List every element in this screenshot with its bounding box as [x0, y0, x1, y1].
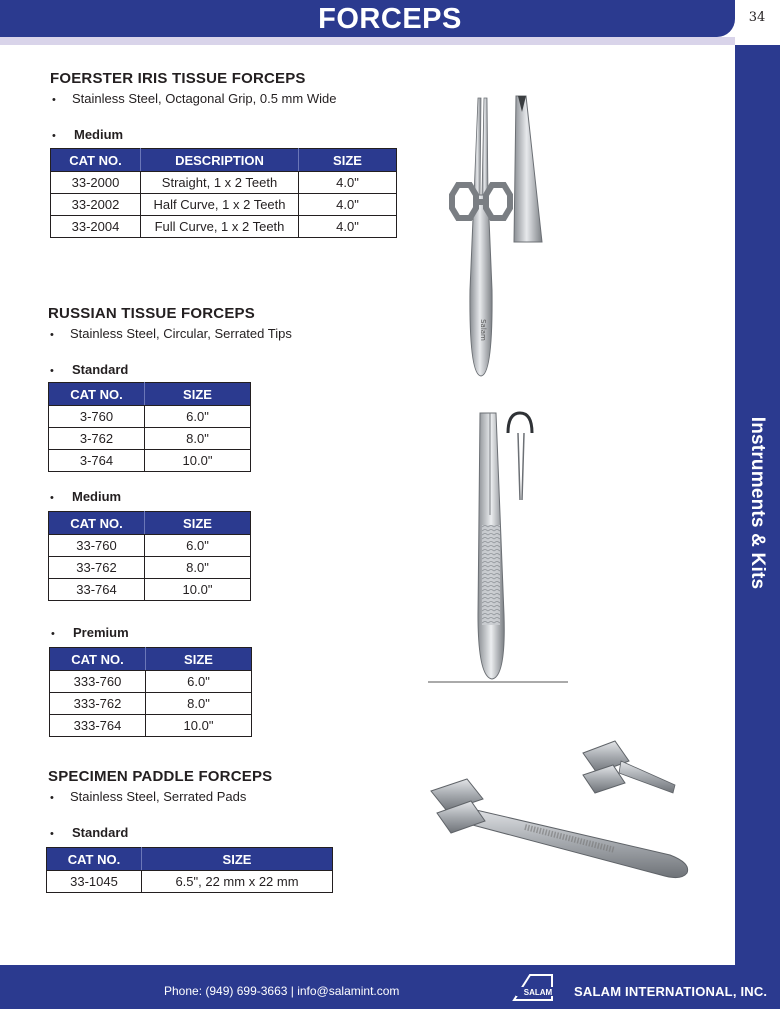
- cell-cat-no: 333-762: [50, 693, 146, 715]
- column-header: DESCRIPTION: [141, 149, 299, 172]
- paddle-forceps-image: [425, 735, 695, 885]
- cell-size: 4.0": [299, 216, 397, 238]
- table-row: [49, 428, 251, 450]
- table-row: [49, 579, 251, 601]
- column-header: SIZE: [146, 648, 252, 671]
- table-row: [50, 693, 252, 715]
- column-header: SIZE: [142, 848, 333, 871]
- salam-logo-icon: [512, 973, 564, 1001]
- table-row: [51, 172, 397, 194]
- russian-forceps-image: [428, 405, 568, 685]
- table-header-row: [47, 848, 333, 871]
- cell-size: 8.0": [145, 557, 251, 579]
- table-row: [49, 535, 251, 557]
- cell-cat-no: 33-2000: [51, 172, 141, 194]
- svg-text:SALAM: SALAM: [523, 988, 553, 997]
- cell-cat-no: 3-762: [49, 428, 145, 450]
- cell-cat-no: 333-760: [50, 671, 146, 693]
- page-title: FORCEPS: [318, 3, 462, 35]
- cell-cat-no: 3-764: [49, 450, 145, 472]
- cell-cat-no: 33-2004: [51, 216, 141, 238]
- cell-size: 10.0": [145, 450, 251, 472]
- table-russian-standard: [48, 382, 251, 472]
- cell-size: 4.0": [299, 194, 397, 216]
- table-row: [49, 406, 251, 428]
- table-row: [47, 871, 333, 893]
- group-label-russian-medium: • Medium: [50, 489, 122, 504]
- cell-cat-no: 33-760: [49, 535, 145, 557]
- group-label-russian-premium: • Premium: [51, 625, 129, 640]
- table-header-row: [50, 648, 252, 671]
- group-label-foerster-medium: • Medium: [52, 127, 124, 142]
- section-title-russian: RUSSIAN TISSUE FORCEPS: [48, 305, 255, 322]
- column-header: CAT NO.: [47, 848, 142, 871]
- cell-size: 10.0": [146, 715, 252, 737]
- section-title-specimen-paddle: SPECIMEN PADDLE FORCEPS: [48, 768, 273, 785]
- group-label-paddle-standard: • Standard: [50, 825, 129, 840]
- cell-cat-no: 33-2002: [51, 194, 141, 216]
- column-header: CAT NO.: [50, 648, 146, 671]
- cell-size: 6.0": [145, 406, 251, 428]
- column-header: SIZE: [145, 512, 251, 535]
- section-bullet-russian: • Stainless Steel, Circular, Serrated Tips: [50, 326, 292, 341]
- header-accent-strip: [0, 37, 735, 45]
- iris-forceps-image: [430, 90, 560, 380]
- side-tab-label: Instruments & Kits: [747, 416, 768, 590]
- table-row: [50, 671, 252, 693]
- section-bullet-specimen-paddle: • Stainless Steel, Serrated Pads: [50, 789, 247, 804]
- cell-description: Full Curve, 1 x 2 Teeth: [141, 216, 299, 238]
- cell-cat-no: 333-764: [50, 715, 146, 737]
- table-row: [51, 194, 397, 216]
- column-header: CAT NO.: [51, 149, 141, 172]
- table-header-row: [49, 383, 251, 406]
- cell-size: 6.5", 22 mm x 22 mm: [142, 871, 333, 893]
- table-russian-medium: [48, 511, 251, 601]
- cell-description: Straight, 1 x 2 Teeth: [141, 172, 299, 194]
- column-header: CAT NO.: [49, 383, 145, 406]
- cell-size: 4.0": [299, 172, 397, 194]
- column-header: SIZE: [299, 149, 397, 172]
- footer-contact: Phone: (949) 699-3663 | info@salamint.com: [164, 984, 400, 998]
- section-bullet-foerster: • Stainless Steel, Octagonal Grip, 0.5 mm Wide: [52, 91, 337, 106]
- cell-cat-no: 33-762: [49, 557, 145, 579]
- table-header-row: [51, 149, 397, 172]
- table-row: [49, 557, 251, 579]
- cell-size: 10.0": [145, 579, 251, 601]
- cell-cat-no: 33-764: [49, 579, 145, 601]
- cell-cat-no: 33-1045: [47, 871, 142, 893]
- cell-size: 6.0": [146, 671, 252, 693]
- table-row: [49, 450, 251, 472]
- cell-size: 6.0": [145, 535, 251, 557]
- column-header: CAT NO.: [49, 512, 145, 535]
- cell-size: 8.0": [146, 693, 252, 715]
- cell-size: 8.0": [145, 428, 251, 450]
- table-paddle-standard: [46, 847, 333, 893]
- table-row: [51, 216, 397, 238]
- company-name: SALAM INTERNATIONAL, INC.: [574, 984, 768, 999]
- group-label-russian-standard: • Standard: [50, 362, 129, 377]
- cell-description: Half Curve, 1 x 2 Teeth: [141, 194, 299, 216]
- page-number: 34: [748, 10, 766, 25]
- table-row: [50, 715, 252, 737]
- table-russian-premium: [49, 647, 252, 737]
- section-title-foerster: FOERSTER IRIS TISSUE FORCEPS: [50, 70, 306, 87]
- cell-cat-no: 3-760: [49, 406, 145, 428]
- svg-text:Salam: Salam: [479, 319, 487, 341]
- column-header: SIZE: [145, 383, 251, 406]
- table-header-row: [49, 512, 251, 535]
- table-foerster-medium: [50, 148, 397, 238]
